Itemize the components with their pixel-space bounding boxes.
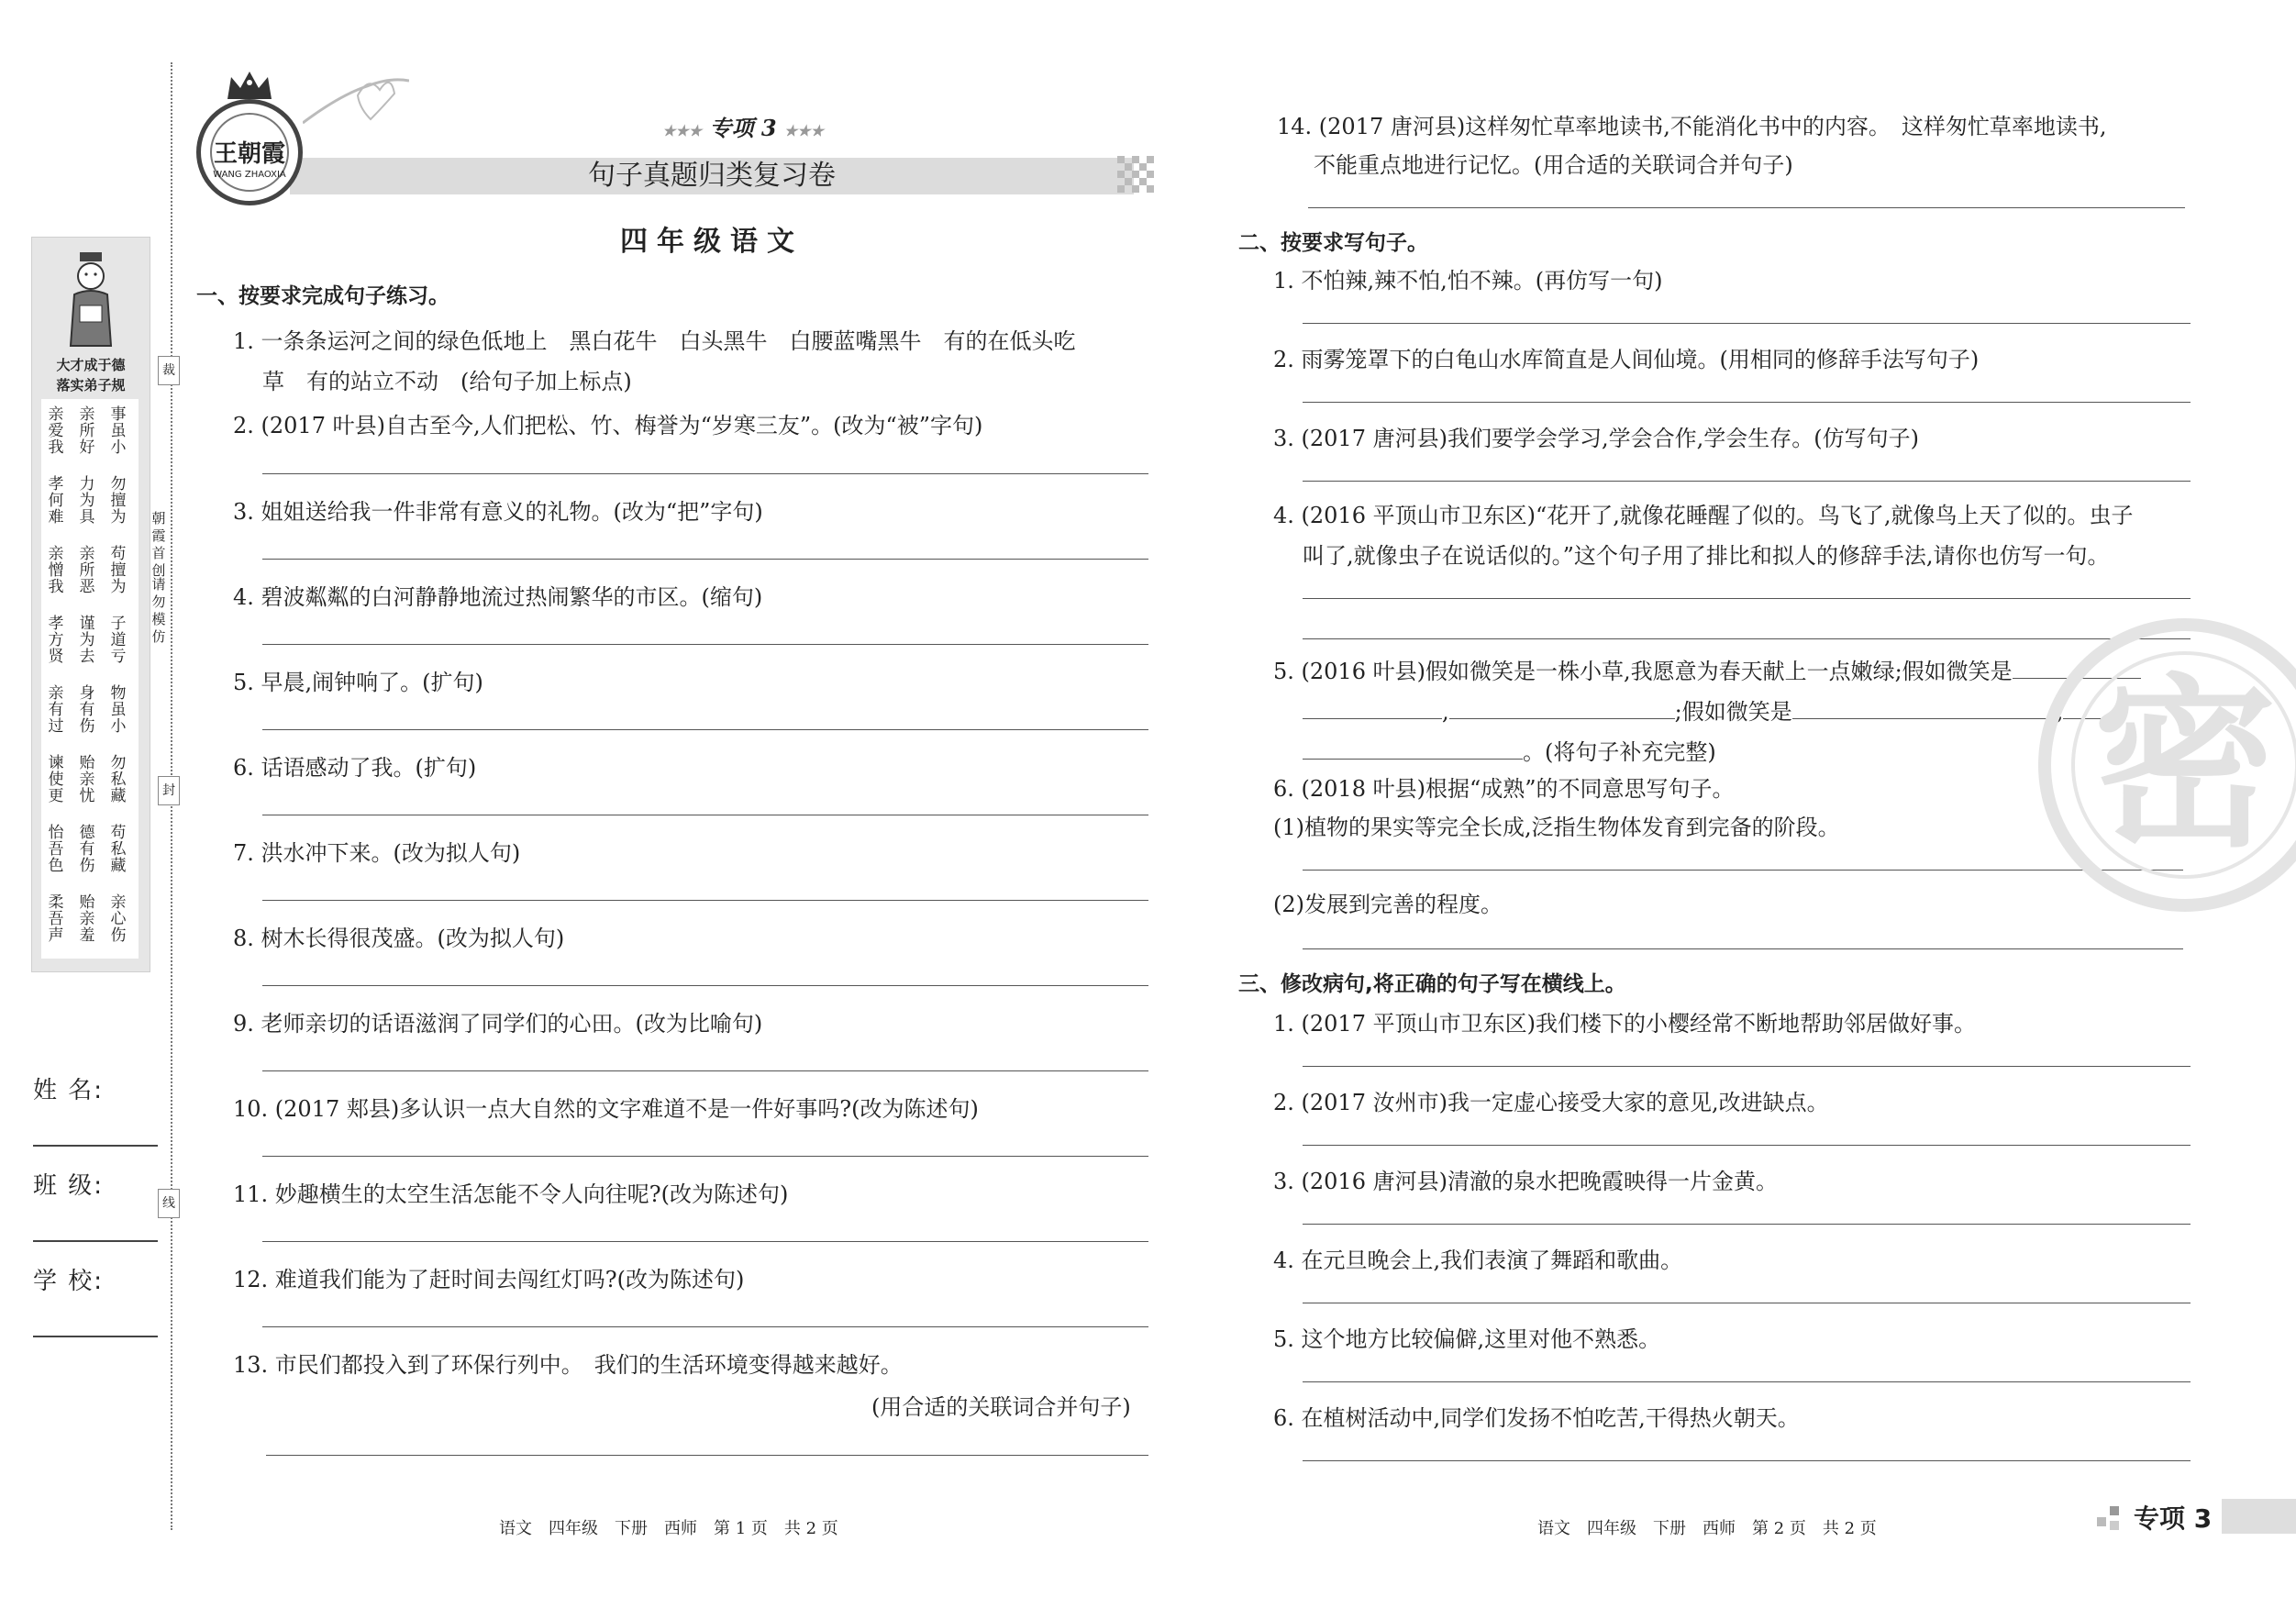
question-text: 4. (2016 平顶山市卫东区)“花开了,就像花睡醒了似的。鸟飞了,就像鸟上天了似的。虫子	[1273, 503, 2134, 528]
sidebar-poem-char: 去	[79, 648, 95, 666]
class-label: 班 级:	[33, 1172, 105, 1200]
sidebar-poem-column	[47, 616, 65, 665]
cut-mark: 封	[158, 776, 180, 805]
page-title: 句子真题归类复习卷	[588, 160, 836, 192]
badge-square-icon	[2110, 1506, 2119, 1515]
question-text: 12. 难道我们能为了赶时间去闯红灯吗?(改为陈述句)	[233, 1267, 745, 1292]
series-badge	[2084, 1493, 2296, 1537]
sidebar-poem-char: 亲	[110, 893, 127, 912]
answer-line[interactable]	[262, 644, 1148, 645]
vertical-note	[150, 510, 167, 580]
sidebar-poem-char: 苟	[110, 824, 127, 842]
sidebar-poem-column	[109, 755, 128, 804]
sidebar-poem-column	[109, 894, 128, 944]
sidebar-poem-char: 有	[48, 701, 64, 719]
brand-logo-sub: WANG ZHAOXIA	[213, 170, 286, 180]
sidebar-poem-char: 为	[110, 578, 127, 596]
sidebar-poem-char: 谨	[79, 615, 95, 633]
answer-line[interactable]	[262, 1241, 1148, 1242]
question-text: 10. (2017 郏县)多认识一点大自然的文字难道不是一件好事吗?(改为陈述句)	[233, 1096, 979, 1122]
sidebar-poem-column	[109, 406, 128, 456]
star-icon: ★★★	[783, 122, 824, 139]
question-text: 3. 姐姐送给我一件非常有意义的礼物。(改为“把”字句)	[233, 499, 763, 525]
question-text: 3. (2016 唐河县)清澈的泉水把晚霞映得一片金黄。	[1273, 1169, 1778, 1194]
page-footer-left: 语文 四年级 下册 西师 第 1 页 共 2 页	[499, 1519, 838, 1538]
sidebar-poem-char: 亲	[48, 545, 64, 563]
sidebar-poem-char: 道	[110, 631, 127, 649]
sidebar-poem-column	[47, 546, 65, 595]
question-text: 1. (2017 平顶山市卫东区)我们楼下的小樱经常不断地帮助邻居做好事。	[1273, 1011, 1976, 1037]
sidebar-poem-char: 伤	[79, 717, 95, 736]
answer-line[interactable]	[1303, 1460, 2191, 1461]
question-text: 5. (2016 叶县)假如微笑是一株小草,我愿意为春天献上一点嫩绿;假如微笑是	[1273, 653, 2141, 685]
sidebar-poem-char: 柔	[48, 893, 64, 912]
question-text: 叫了,就像虫子在说话似的。”这个句子用了排比和拟人的修辞手法,请你也仿写一句。	[1303, 543, 2110, 569]
question-text: 。(将句子补充完整)	[1303, 734, 1716, 766]
sidebar-poem-char: 子	[110, 615, 127, 633]
sidebar-poem-column	[47, 406, 65, 456]
vertical-note-char: 勿	[151, 593, 166, 610]
sidebar-poem-char: 亲	[79, 405, 95, 424]
question-text: (1)植物的果实等完全长成,泛指生物体发育到完备的阶段。	[1273, 815, 1840, 840]
fill-blank[interactable]	[1303, 717, 1442, 719]
vertical-note-char: 首	[151, 545, 166, 561]
sidebar-poem-char: 事	[110, 405, 127, 424]
answer-line[interactable]	[1303, 1224, 2191, 1225]
answer-line[interactable]	[262, 1070, 1148, 1071]
question-text: 14. (2017 唐河县)这样匆忙草率地读书,不能消化书中的内容。 这样匆忙草率地读书,	[1277, 114, 2107, 139]
fill-blank[interactable]	[1449, 717, 1675, 719]
sidebar-poem-char: 难	[48, 508, 64, 527]
sidebar-poem-column	[47, 825, 65, 874]
answer-line[interactable]	[1303, 1381, 2191, 1382]
sidebar-poem-char: 使	[48, 771, 64, 789]
sidebar-poem-char: 擅	[110, 561, 127, 580]
answer-line[interactable]	[1303, 481, 2191, 482]
question-text: , ;假如微笑是 ,	[1303, 693, 2109, 726]
question-text: 2. 雨雾笼罩下的白龟山水库简直是人间仙境。(用相同的修辞手法写句子)	[1273, 347, 1980, 372]
answer-line[interactable]	[1303, 323, 2191, 324]
sidebar-poem-char: 羞	[79, 926, 95, 945]
sidebar-poem-char: 勿	[110, 754, 127, 772]
answer-line[interactable]	[262, 1326, 1148, 1327]
sidebar-poem-char: 藏	[110, 787, 127, 805]
vertical-note-char: 模	[151, 611, 166, 627]
question-text: 4. 在元旦晚会上,我们表演了舞蹈和歌曲。	[1273, 1248, 1683, 1273]
brand-logo-text: 王朝霞	[213, 140, 285, 168]
sidebar-poem-column	[78, 476, 96, 526]
sidebar-poem-char: 憎	[48, 561, 64, 580]
sidebar-poem-char: 怡	[48, 824, 64, 842]
section-heading: 三、修改病句,将正确的句子写在横线上。	[1238, 972, 1626, 996]
question-text: 1. 不怕辣,辣不怕,怕不辣。(再仿写一句)	[1273, 268, 1663, 294]
sidebar-poem-column	[78, 616, 96, 665]
sidebar-poem-char: 擅	[110, 492, 127, 510]
sidebar-poem-char: 亲	[48, 684, 64, 703]
badge-label: 专项 3	[2134, 1503, 2213, 1534]
crown-icon	[224, 70, 275, 103]
sidebar-poem-char: 心	[110, 910, 127, 928]
question-text: 2. (2017 叶县)自古至今,人们把松、竹、梅誉为“岁寒三友”。(改为“被”字句)	[233, 413, 983, 438]
sidebar-poem-char: 物	[110, 684, 127, 703]
section-heading: 一、按要求完成句子练习。	[196, 284, 449, 308]
sidebar-poem-column	[47, 685, 65, 735]
sidebar-poem-char: 虽	[110, 422, 127, 440]
sidebar-poem-column	[47, 755, 65, 804]
seal-glyph: 密	[2092, 657, 2277, 872]
sidebar-poem-char: 力	[79, 475, 95, 494]
sidebar-poem-char: 方	[48, 631, 64, 649]
sidebar-poem-char: 所	[79, 422, 95, 440]
sidebar-poem-char: 亲	[79, 771, 95, 789]
sidebar-poem-char: 好	[79, 438, 95, 457]
sidebar-poem-char: 亏	[110, 648, 127, 666]
sidebar-poem-box	[41, 399, 139, 959]
name-input[interactable]	[33, 1145, 158, 1147]
answer-line[interactable]	[266, 1455, 1148, 1456]
sidebar-poem-column	[109, 476, 128, 526]
answer-line[interactable]	[262, 985, 1148, 986]
sidebar-poem-char: 伤	[110, 926, 127, 945]
sidebar-poem-char: 孝	[48, 615, 64, 633]
fill-blank[interactable]	[1303, 758, 1523, 760]
ribbon-decoration-icon	[303, 68, 409, 132]
question-text: 3. (2017 唐河县)我们要学会学习,学会合作,学会生存。(仿写句子)	[1273, 426, 1919, 451]
school-label: 学 校:	[33, 1268, 105, 1295]
answer-line[interactable]	[262, 729, 1148, 730]
page-footer-right: 语文 四年级 下册 西师 第 2 页 共 2 页	[1537, 1519, 1877, 1538]
sidebar-poem-char: 苟	[110, 545, 127, 563]
sidebar-poem-char: 私	[110, 840, 127, 859]
sidebar-poem-char: 贻	[79, 754, 95, 772]
question-text: 2. (2017 汝州市)我一定虚心接受大家的意见,改进缺点。	[1273, 1090, 1829, 1115]
answer-line[interactable]	[262, 473, 1148, 474]
sidebar-poem-column	[109, 825, 128, 874]
sidebar-poem-column	[78, 755, 96, 804]
sidebar-poem-column	[47, 476, 65, 526]
sidebar-poem-char: 勿	[110, 475, 127, 494]
answer-line[interactable]	[1303, 1066, 2191, 1067]
question-text: 5. 早晨,闹钟响了。(扩句)	[233, 670, 483, 695]
sidebar-poem-column	[78, 406, 96, 456]
sidebar-poem-char: 小	[110, 717, 127, 736]
answer-line[interactable]	[262, 900, 1148, 901]
vertical-note-char: 朝	[151, 510, 166, 527]
sidebar-poem-char: 为	[110, 508, 127, 527]
sidebar-poem-char: 为	[79, 492, 95, 510]
badge-square-icon	[2097, 1517, 2106, 1526]
sidebar-poem-column	[109, 546, 128, 595]
brand-logo	[196, 99, 303, 205]
sidebar-poem-char: 亲	[79, 910, 95, 928]
sidebar-poem-column	[78, 685, 96, 735]
vertical-note-char: 创	[151, 562, 166, 579]
question-text: 6. 在植树活动中,同学们发扬不怕吃苦,干得热火朝天。	[1273, 1405, 1800, 1431]
page-subtitle: 四年级语文	[620, 226, 804, 258]
answer-line[interactable]	[262, 1156, 1148, 1157]
confidential-seal-icon	[2038, 618, 2296, 912]
sidebar-poem-char: 贤	[48, 648, 64, 666]
sidebar-poem-char: 私	[110, 771, 127, 789]
question-text: 4. 碧波粼粼的白河静静地流过热闹繁华的市区。(缩句)	[233, 584, 763, 610]
question-text: 8. 树木长得很茂盛。(改为拟人句)	[233, 926, 565, 951]
sidebar-poem-column	[78, 546, 96, 595]
sidebar-poem-char: 德	[79, 824, 95, 842]
sidebar-poem-char: 恶	[79, 578, 95, 596]
sidebar-poem-char: 为	[79, 631, 95, 649]
badge-bar	[2222, 1499, 2296, 1534]
sidebar-poem-char: 身	[79, 684, 95, 703]
sidebar-poem-column	[47, 894, 65, 944]
answer-line[interactable]	[1303, 948, 2183, 949]
sidebar-poem-char: 亲	[48, 405, 64, 424]
sidebar-poem-column	[109, 616, 128, 665]
sidebar-poem-char: 小	[110, 438, 127, 457]
question-text: 7. 洪水冲下来。(改为拟人句)	[233, 840, 521, 866]
sidebar-poem-char: 亲	[79, 545, 95, 563]
question-text: 9. 老师亲切的话语滋润了同学们的心田。(改为比喻句)	[233, 1011, 763, 1037]
class-input[interactable]	[33, 1240, 158, 1242]
sidebar-poem-char: 色	[48, 857, 64, 875]
sidebar-poem-column	[78, 894, 96, 944]
sidebar-poem-char: 藏	[110, 857, 127, 875]
answer-line[interactable]	[262, 559, 1148, 560]
answer-line[interactable]	[1303, 1145, 2191, 1146]
cut-mark: 线	[158, 1189, 180, 1218]
sidebar-poem-char: 吾	[48, 840, 64, 859]
sidebar-poem-char: 过	[48, 717, 64, 736]
sidebar-poem-char: 我	[48, 578, 64, 596]
section-heading: 二、按要求写句子。	[1238, 231, 1428, 255]
scholar-figure-icon	[67, 250, 115, 348]
sidebar-poem-column	[109, 685, 128, 735]
question-text: 1. 一条条运河之间的绿色低地上 黑白花牛 白头黑牛 白腰蓝嘴黑牛 有的在低头吃	[233, 328, 1076, 354]
sidebar-poem-char: 更	[48, 787, 64, 805]
question-text: 不能重点地进行记忆。(用合适的关联词合并句子)	[1314, 152, 1793, 178]
sidebar-poem-char: 贻	[79, 893, 95, 912]
answer-line[interactable]	[1303, 402, 2191, 403]
sidebar-motto: 大才成于德 落实弟子规	[56, 357, 126, 394]
question-note: (用合适的关联词合并句子)	[871, 1394, 1131, 1420]
school-input[interactable]	[33, 1336, 158, 1337]
sidebar-poem-char: 伤	[79, 857, 95, 875]
vertical-note-char: 请	[151, 576, 166, 593]
sidebar-poem-char: 有	[79, 701, 95, 719]
sidebar-poem-char: 忧	[79, 787, 95, 805]
question-text: (2)发展到完善的程度。	[1273, 892, 1503, 917]
answer-line[interactable]	[1303, 598, 2191, 599]
sidebar-panel	[31, 237, 150, 972]
answer-line[interactable]	[1308, 207, 2185, 208]
sidebar-poem-char: 具	[79, 508, 95, 527]
sidebar-poem-char: 爱	[48, 422, 64, 440]
sidebar-poem-column	[78, 825, 96, 874]
vertical-note	[150, 576, 167, 646]
sidebar-poem-char: 吾	[48, 910, 64, 928]
question-text: 6. (2018 叶县)根据“成熟”的不同意思写句子。	[1273, 776, 1735, 802]
sidebar-poem-char: 所	[79, 561, 95, 580]
name-label: 姓 名:	[33, 1077, 105, 1104]
question-text: 11. 妙趣横生的太空生活怎能不令人向往呢?(改为陈述句)	[233, 1181, 789, 1207]
fill-blank[interactable]	[1792, 717, 2057, 719]
sidebar-poem-char: 声	[48, 926, 64, 945]
badge-square-icon	[2110, 1521, 2119, 1530]
question-text: 6. 话语感动了我。(扩句)	[233, 755, 477, 781]
question-text: 草 有的站立不动 (给句子加上标点)	[262, 369, 632, 394]
star-icon: ★★★	[662, 122, 703, 139]
sidebar-poem-char: 孝	[48, 475, 64, 494]
sidebar-poem-char: 虽	[110, 701, 127, 719]
vertical-note-char: 霞	[151, 527, 166, 544]
question-text: 5. 这个地方比较偏僻,这里对他不熟悉。	[1273, 1326, 1661, 1352]
sidebar-poem-char: 何	[48, 492, 64, 510]
sidebar-poem-char: 我	[48, 438, 64, 457]
series-label: ★★★ 专项 3 ★★★	[662, 115, 824, 141]
question-text: 13. 市民们都投入到了环保行列中。 我们的生活环境变得越来越好。	[233, 1352, 903, 1378]
sidebar-poem-char: 谏	[48, 754, 64, 772]
vertical-note-char: 仿	[151, 628, 166, 645]
cut-mark: 裁	[158, 356, 180, 385]
sidebar-poem-char: 有	[79, 840, 95, 859]
